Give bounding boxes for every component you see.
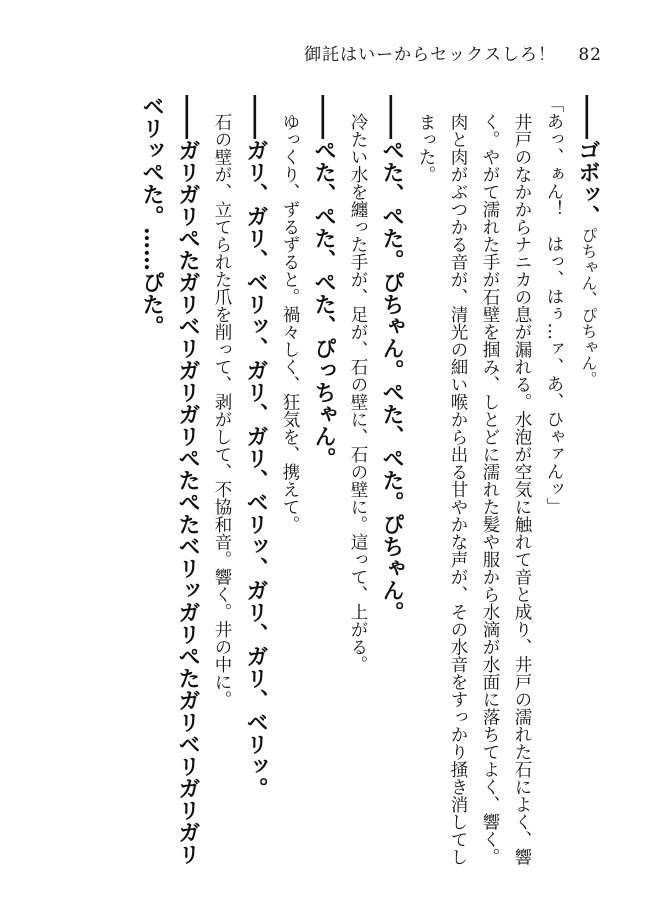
onomatopoeia-line: ――ガリガリぺたガリベリガリガリぺたぺたベリッガリぺたガリベリガリガリ [175,95,201,865]
onomatopoeia-line: ベリッぺた。……ぴた。 [139,95,165,337]
paragraph: 肉と肉がぶつかる音が、清光の細い喉から出る甘やかな声が、その水音をすっかり掻き消してしまった。 [416,112,468,865]
onomatopoeia-line [570,95,606,865]
onomatopoeia-small: ぴちゃん、ぴちゃん。 [579,227,598,387]
onomatopoeia-line: ――ぺた、ぺた、ぺた、ぴっちゃん。 [311,95,337,469]
paragraph: 冷たい水を纏った手が、足が、石の壁に、石の壁に。這って、上がる。 [348,112,368,673]
book-title: 御託はいーからセックスしろ！ [304,45,556,65]
onomatopoeia-line: ――ガリ、ガリ、ベリッ、ガリ、ガリ、ベリッ、ガリ、ガリ、ベリッ。 [243,95,269,799]
paragraph: ゆっくり、ずるずると。禍々しく、狂気を、携えて。 [280,112,300,533]
vertical-body-text [36,95,606,865]
onomatopoeia-line: ――ぺた、ぺた。ぴちゃん。ぺた、ぺた。ぴちゃん。 [379,95,405,623]
paragraph: 井戸のなかからナニカの息が漏れる。水泡が空気に触れて音と成り、井戸の濡れた石によく、響く。やがて濡れた手が石壁を掴み、しとどに濡れた髪や服から水滴が水面に落ちてよく、響く。 [480,112,532,865]
page-number: 82 [578,45,602,65]
running-header [304,40,602,65]
dialogue-line: 「あっ、ぁん！ はっ、はぅ…ァ、あ、ひゃァんッ」 [544,95,564,515]
paragraph: 石の壁が、立てられた爪を削って、剥がして、不協和音。響く。井の中に。 [212,112,232,708]
onomatopoeia-emphasis: ――ゴボッ、 [575,95,601,227]
